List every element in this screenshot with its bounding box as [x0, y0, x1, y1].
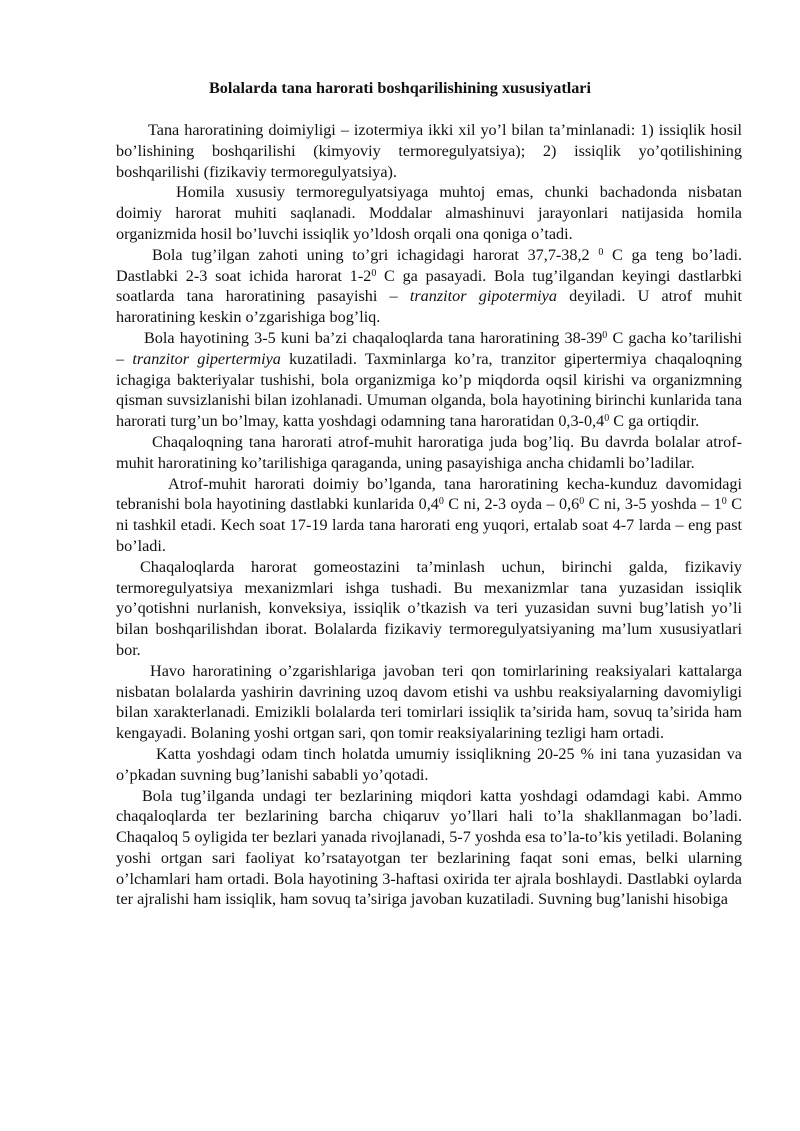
- degree-superscript: 0: [371, 267, 377, 279]
- paragraph: [116, 182, 742, 244]
- paragraph: [116, 328, 742, 432]
- document-title: Bolalarda tana harorati boshqarilishining xususiyatlari: [209, 79, 591, 97]
- degree-superscript: 0: [721, 496, 727, 508]
- degree-superscript: 0: [438, 496, 444, 508]
- paragraph-text: Katta yoshdagi odam tinch holatda umumiy issiqlikning 20-25 % ini tana yuzasidan va o’pkadan suvning bug’lanishi sababli yo’qotadi.: [116, 744, 742, 784]
- paragraph-text: C ni, 2-3 oyda – 0,6: [443, 495, 580, 514]
- paragraph-text: Bola tug’ilgan zahoti uning to’gri ichagidagi harorat 37,7-38,2: [152, 245, 599, 264]
- paragraph-text: Havo haroratining o’zgarishlariga javoban teri qon tomirlarining reaksiyalari kattalarga nisbatan bolalarda yashirin davrining uzoq davom etishi va ushbu reaksiyalarning davomiyligi bilan xarakterlanadi. Emizikli bolalarda teri tomirlari issiqlik ta’sirida ham, sovuq ta’sirida ham kengayadi. Bolaning yoshi ortgan sari, qon tomir reaksiyalarining tezligi ham ortadi.: [116, 661, 742, 743]
- paragraph-text: C ga teng bo’ladi. Dastlabki 2-3 soat ichida harorat 1-2: [116, 245, 742, 285]
- degree-superscript: 0: [579, 496, 585, 508]
- paragraph-text: Homila xususiy termoregulyatsiyaga muhtoj emas, chunki bachadonda nisbatan doimiy harorat muhiti saqlanadi. Moddalar almashinuvi jarayonlari natijasida homila organizmida hosil bo’luvchi issiqlik yo’ldosh orqali ona qoniga o’tadi.: [116, 183, 742, 243]
- paragraph: [116, 557, 742, 661]
- degree-superscript: 0: [602, 329, 608, 341]
- paragraph-text: Bola hayotining 3-5 kuni ba’zi chaqaloqlarda tana haroratining 38-39: [144, 328, 603, 347]
- paragraph: [116, 744, 742, 786]
- italic-term: tranzitor gipertermiya: [132, 349, 281, 368]
- paragraph-text: C ni tashkil etadi. Kech soat 17-19 larda tana harorati eng yuqori, ertalab soat 4-7 larda – eng past bo’ladi.: [116, 495, 742, 555]
- paragraph-text: Bola tug’ilganda undagi ter bezlarining miqdori katta yoshdagi odamdagi kabi. Ammo chaqaloqlarda ter bezlarining barcha chiqaruv yo’llari hali to’la shakllanmagan bo’ladi. Chaqaloq 5 oyligida ter bezlari yanada rivojlanadi, 5-7 yoshda esa to’la-to’kis yetiladi. Bolaning yoshi ortgan sari faoliyat ko’rsatayotgan ter bezlarining faqat soni emas, belki ularning o’lchamlari ham ortadi. Bola hayotining 3-haftasi oxirida ter ajrala boshlaydi. Dastlabki oylarda ter ajralishi ham issiqlik, ham sovuq ta’siriga javoban kuzatiladi. Suvning bug’lanishi hisobiga: [116, 786, 742, 909]
- degree-superscript: 0: [604, 413, 610, 425]
- paragraph: [116, 661, 742, 744]
- paragraph: [116, 245, 742, 328]
- italic-term: tranzitor gipotermiya: [409, 287, 557, 306]
- paragraph: [116, 432, 742, 474]
- paragraph: [116, 786, 742, 911]
- paragraph-text: C ga ortiqdir.: [609, 412, 700, 431]
- paragraph-text: C ni, 3-5 yoshda – 1: [584, 495, 722, 514]
- paragraph-text: C ga pasayadi. Bola tug’ilgandan keyingi dastlarbki soatlarda tana haroratining pasayishi –: [116, 266, 742, 306]
- paragraph-text: kuzatiladi. Taxminlarga ko’ra, tranzitor gipertermiya chaqaloqning ichagiga bakteriyalar tushishi, bola organizmiga ko’p miqdorda oqsil kirishi va organizmning qisman suvsizlanishi bilan izohlanadi. Umuman olganda, bola hayotining birinchi kunlarida tana harorati turg’un bo’lmay, katta yoshdagi odamning tana haroratidan 0,3-0,4: [116, 349, 742, 431]
- paragraph: [116, 120, 742, 182]
- paragraph: [116, 474, 742, 557]
- document-body: [116, 120, 742, 910]
- paragraph-text: Atrof-muhit harorati doimiy bo’lganda, tana haroratining kecha-kunduz davomidagi tebranishi bola hayotining dastlabki kunlarida 0,4: [116, 474, 742, 514]
- paragraph-text: Chaqaloqning tana harorati atrof-muhit haroratiga juda bog’liq. Bu davrda bolalar atrof-muhit haroratining ko’tarilishiga qaraganda, uning pasayishiga ancha chidamli bo’ladilar.: [116, 432, 742, 472]
- paragraph-text: Chaqaloqlarda harorat gomeostazini ta’minlash uchun, birinchi galda, fizikaviy termoregulyatsiya mexanizmlari ishga tushadi. Bu mexanizmlar tana yuzasidan issiqlik yo’qotishni nurlanish, konveksiya, issiqlik o’tkazish va teri yuzasidan suvni bug’latish yo’li bilan boshqarilishdan iborat. Bolalarda fizikaviy termoregulyatsiyaning ma’lum xususiyatlari bor.: [116, 557, 742, 659]
- paragraph-text: C gacha ko’tarilishi –: [116, 328, 743, 368]
- paragraph-text: Tana haroratining doimiyligi – izotermiya ikki xil yo’l bilan ta’minlanadi: 1) issiqlik hosil bo’lishining boshqarilishi (kimyoviy termoregulyatsiya); 2) issiqlik yo’qotilishining boshqarilishi (fizikaviy termoregulyatsiya).: [116, 121, 742, 181]
- paragraph-text: deyiladi. U atrof muhit haroratining keskin o’zgarishiga bog’liq.: [116, 287, 742, 327]
- degree-superscript: 0: [598, 246, 604, 258]
